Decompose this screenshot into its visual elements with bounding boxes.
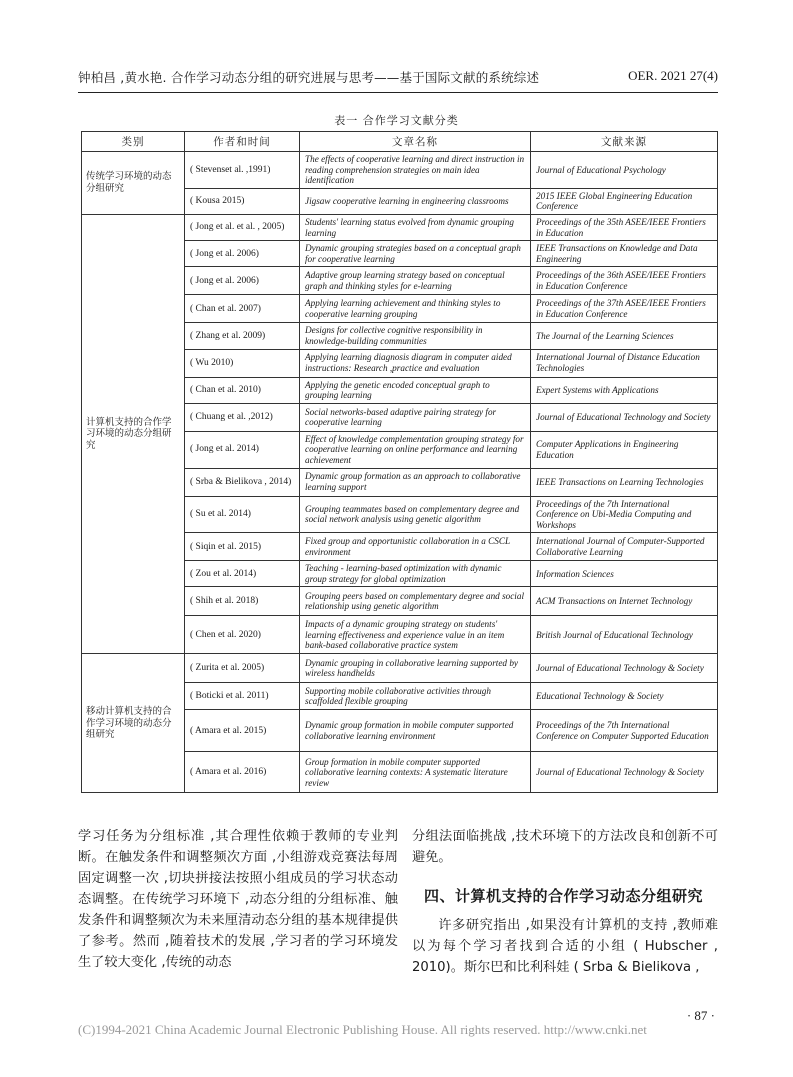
title-cell: Jigsaw cooperative learning in engineering classrooms: [300, 188, 531, 214]
column-header-title: 文章名称: [300, 132, 531, 152]
title-cell: Social networks-based adaptive pairing strategy for cooperative learning: [300, 403, 531, 431]
title-cell: Dynamic group formation in mobile computer supported collaborative learning environment: [300, 710, 531, 752]
author-cell: ( Srba & Bielikova , 2014): [185, 468, 300, 496]
title-cell: Fixed group and opportunistic collaboration in a CSCL environment: [300, 533, 531, 561]
title-cell: The effects of cooperative learning and direct instruction in reading comprehension strategies on main idea identification: [300, 152, 531, 189]
author-cell: ( Amara et al. 2016): [185, 752, 300, 793]
source-cell: Proceedings of the 37th ASEE/IEEE Frontiers in Education Conference: [531, 295, 718, 323]
source-cell: Proceedings of the 36th ASEE/IEEE Frontiers in Education Conference: [531, 267, 718, 295]
source-cell: IEEE Transactions on Knowledge and Data Engineering: [531, 241, 718, 267]
source-cell: International Journal of Computer-Supported Collaborative Learning: [531, 533, 718, 561]
source-cell: Journal of Educational Technology & Society: [531, 752, 718, 793]
literature-table: [81, 131, 718, 793]
body-column-left: [78, 826, 398, 973]
title-cell: Effect of knowledge complementation grouping strategy for cooperative learning on online performance and learning achievement: [300, 431, 531, 468]
table-header-row: [82, 132, 718, 152]
title-cell: Teaching - learning-based optimization with dynamic group strategy for global optimization: [300, 561, 531, 587]
title-cell: Grouping teammates based on complementary degree and social network analysis using genetic algorithm: [300, 496, 531, 533]
table-caption: 表一 合作学习文献分类: [334, 114, 459, 127]
author-cell: ( Jong et al. et al. , 2005): [185, 214, 300, 240]
author-cell: ( Jong et al. 2014): [185, 431, 300, 468]
author-cell: ( Zou et al. 2014): [185, 561, 300, 587]
source-cell: International Journal of Distance Education Technologies: [531, 349, 718, 377]
source-cell: Expert Systems with Applications: [531, 377, 718, 403]
title-cell: Adaptive group learning strategy based on conceptual graph and thinking styles for e-learning: [300, 267, 531, 295]
author-cell: ( Chan et al. 2010): [185, 377, 300, 403]
author-cell: ( Chuang et al. ,2012): [185, 403, 300, 431]
author-cell: ( Boticki et al. 2011): [185, 683, 300, 710]
source-cell: ACM Transactions on Internet Technology: [531, 587, 718, 616]
page-number: · 87 ·: [686, 1008, 715, 1023]
running-header: [78, 68, 718, 88]
body-paragraph: 分组法面临挑战 ,技术环境下的方法改良和创新不可避免。: [412, 829, 718, 865]
title-cell: Impacts of a dynamic grouping strategy on students' learning effectiveness and experience value in an item bank-based collaborative practice system: [300, 616, 531, 654]
column-header-source: 文献来源: [531, 132, 718, 152]
source-cell: Journal of Educational Psychology: [531, 152, 718, 189]
section-heading: 四、计算机支持的合作学习动态分组研究: [424, 887, 704, 905]
author-cell: ( Chan et al. 2007): [185, 295, 300, 323]
author-cell: ( Zurita et al. 2005): [185, 654, 300, 683]
author-cell: ( Jong et al. 2006): [185, 241, 300, 267]
title-cell: Applying learning achievement and thinking styles to cooperative learning grouping: [300, 295, 531, 323]
source-cell: Information Sciences: [531, 561, 718, 587]
source-cell: Computer Applications in Engineering Education: [531, 431, 718, 468]
source-cell: Journal of Educational Technology and Society: [531, 403, 718, 431]
title-cell: Applying learning diagnosis diagram in computer aided instructions: Research ,practice and evaluation: [300, 349, 531, 377]
author-cell: ( Siqin et al. 2015): [185, 533, 300, 561]
body-paragraph: 许多研究指出 ,如果没有计算机的支持 ,教师难以为每个学习者找到合适的小组 ( Hubscher , 2010)。斯尔巴和比利科娃 ( Srba & Bielikova ,: [412, 918, 718, 975]
body-column-right: [412, 826, 718, 978]
author-cell: ( Wu 2010): [185, 349, 300, 377]
author-cell: ( Amara et al. 2015): [185, 710, 300, 752]
column-header-category: 类别: [82, 132, 185, 152]
source-cell: Proceedings of the 7th International Conference on Ubi-Media Computing and Workshops: [531, 496, 718, 533]
title-cell: Group formation in mobile computer supported collaborative learning contexts: A systematic literature review: [300, 752, 531, 793]
category-cell: 计算机支持的合作学习环境的动态分组研究: [82, 214, 185, 654]
source-cell: Proceedings of the 35th ASEE/IEEE Frontiers in Education: [531, 214, 718, 240]
author-cell: ( Stevenset al. ,1991): [185, 152, 300, 189]
author-cell: ( Su et al. 2014): [185, 496, 300, 533]
column-header-author: 作者和时间: [185, 132, 300, 152]
source-cell: The Journal of the Learning Sciences: [531, 323, 718, 349]
source-cell: 2015 IEEE Global Engineering Education Conference: [531, 188, 718, 214]
table-row: [82, 214, 718, 240]
title-cell: Applying the genetic encoded conceptual graph to grouping learning: [300, 377, 531, 403]
title-cell: Dynamic grouping in collaborative learning supported by wireless handhelds: [300, 654, 531, 683]
author-cell: ( Kousa 2015): [185, 188, 300, 214]
journal-issue: OER. 2021 27(4): [628, 68, 718, 83]
source-cell: Educational Technology & Society: [531, 683, 718, 710]
body-paragraph: 学习任务为分组标准 ,其合理性依赖于教师的专业判断。在触发条件和调整频次方面 ,小组游戏竞赛法每周固定调整一次 ,切块拼接法按照小组成员的学习状态动态调整。在传统学习环境下 ,动态分组的分组标准、触发条件和调整频次为未来厘清动态分组的基本规律提供了参考。然而 ,随着技术的发展 ,学习者的学习环境发生了较大变化 ,传统的动态: [78, 829, 398, 970]
table-row: [82, 654, 718, 683]
author-cell: ( Shih et al. 2018): [185, 587, 300, 616]
category-cell: 移动计算机支持的合作学习环境的动态分组研究: [82, 654, 185, 793]
title-cell: Dynamic group formation as an approach to collaborative learning support: [300, 468, 531, 496]
title-cell: Grouping peers based on complementary degree and social relationship using genetic algorithm: [300, 587, 531, 616]
author-cell: ( Zhang et al. 2009): [185, 323, 300, 349]
table-row: [82, 152, 718, 189]
category-cell: 传统学习环境的动态分组研究: [82, 152, 185, 215]
source-cell: IEEE Transactions on Learning Technologies: [531, 468, 718, 496]
title-cell: Students' learning status evolved from dynamic grouping learning: [300, 214, 531, 240]
copyright-watermark: (C)1994-2021 China Academic Journal Electronic Publishing House. All rights reserved. http://www.cnki.net: [78, 1022, 647, 1037]
source-cell: Journal of Educational Technology & Society: [531, 654, 718, 683]
article-running-title: 钟柏昌 ,黄水艳. 合作学习动态分组的研究进展与思考——基于国际文献的系统综述: [78, 70, 540, 85]
author-cell: ( Chen et al. 2020): [185, 616, 300, 654]
source-cell: British Journal of Educational Technology: [531, 616, 718, 654]
title-cell: Supporting mobile collaborative activities through scaffolded flexible grouping: [300, 683, 531, 710]
title-cell: Dynamic grouping strategies based on a conceptual graph for cooperative learning: [300, 241, 531, 267]
title-cell: Designs for collective cognitive responsibility in knowledge-building communities: [300, 323, 531, 349]
source-cell: Proceedings of the 7th International Conference on Computer Supported Education: [531, 710, 718, 752]
header-rule: [78, 92, 718, 93]
author-cell: ( Jong et al. 2006): [185, 267, 300, 295]
